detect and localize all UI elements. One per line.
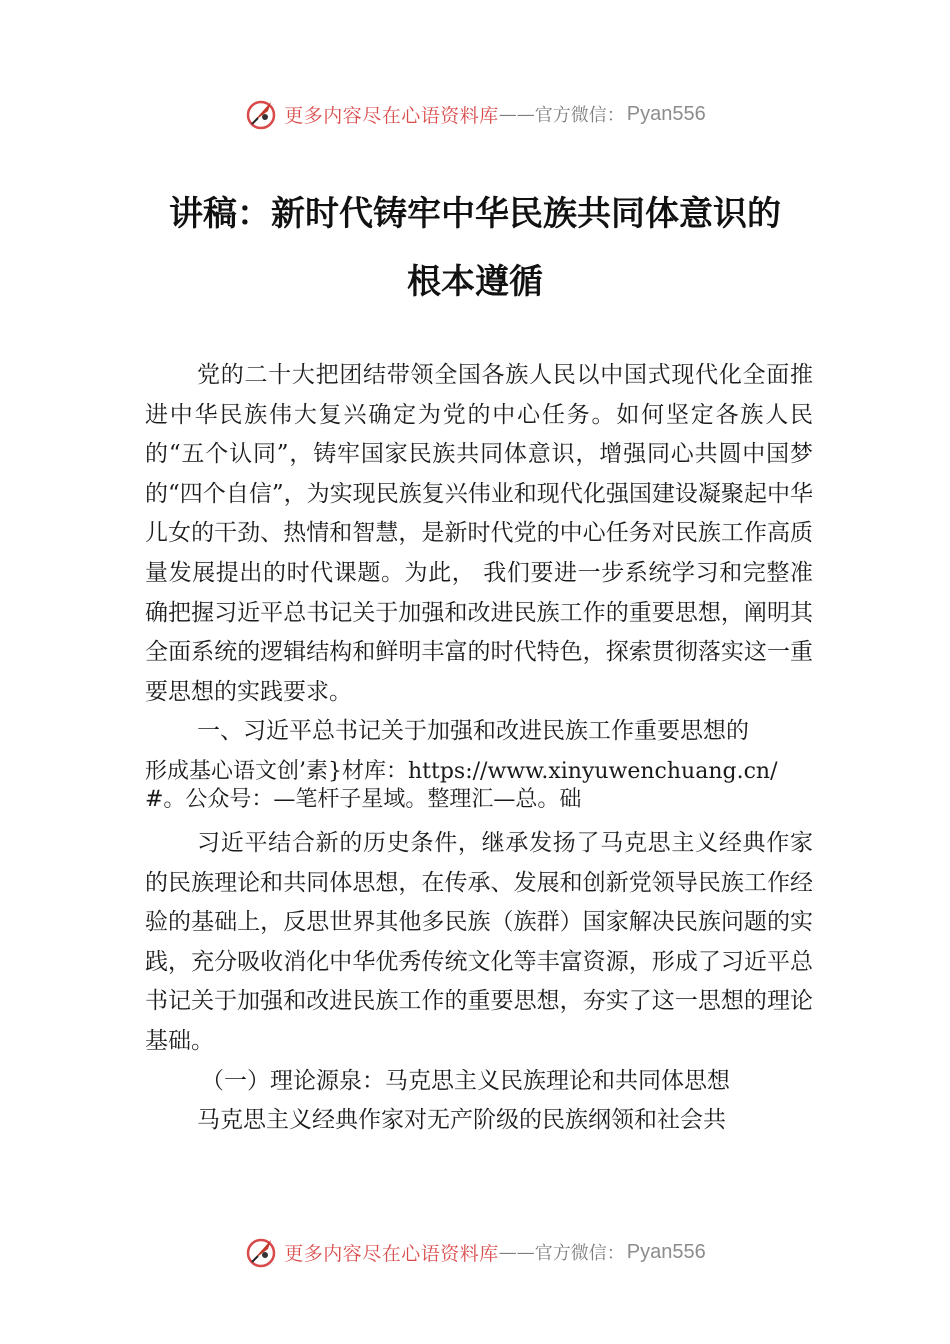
source-note: 形成基心语文创’素}材库：https://www.xinyuwenchuang.cn/#。公众号：—笔杆子星域。整理汇—总。础 [145,758,778,812]
watermark-site-text: 更多内容尽在心语资料库 [284,104,499,127]
watermark-wechat-id: Pyan556 [626,102,706,125]
watermark-wechat-label: 官方微信： [534,105,625,126]
paragraph-theory: 习近平结合新的历史条件，继承发扬了马克思主义经典作家的民族理论和共同体思想，在传承、发展和创新党领导民族工作经验的基础上，反思世界其他多民族（族群）国家解决民族问题的实践，充分吸收消化中华优秀传统文化等丰富资源，形成了习近平总书记关于加强和改进民族工作的重要思想，夯实了这一思想的理论基础。 [145,829,813,1054]
quill-logo-icon [244,97,278,131]
paragraph-marxism: 马克思主义经典作家对无产阶级的民族纲领和社会共 [197,1107,726,1134]
document-title-line1: 讲稿：新时代铸牢中华民族共同体意识的 [169,194,781,234]
document-body [145,356,813,1141]
watermark-separator: —— [498,1241,535,1263]
watermark-separator: —— [498,103,535,125]
watermark-banner-top [0,94,950,134]
watermark-banner-bottom [0,1232,950,1272]
quill-logo-icon [244,1235,278,1269]
subsection-heading-1: （一）理论源泉：马克思主义民族理论和共同体思想 [201,1067,730,1094]
watermark-wechat-label: 官方微信： [534,1243,625,1264]
document-title-line2: 根本遵循 [407,262,543,302]
watermark-site-text: 更多内容尽在心语资料库 [284,1242,499,1265]
watermark-wechat-id: Pyan556 [626,1240,706,1263]
paragraph-intro: 党的二十大把团结带领全国各族人民以中国式现代化全面推进中华民族伟大复兴确定为党的中心任务。如何坚定各族人民的“五个认同”，铸牢国家民族共同体意识，增强同心共圆中国梦的“四个自信”，为实现民族复兴伟业和现代化强国建设凝聚起中华儿女的干劲、热情和智慧，是新时代党的中心任务对民族工作高质量发展提出的时代课题。为此， 我们要进一步系统学习和完整准确把握习近平总书记关于加强和改进民族工作的重要思想，阐明其全面系统的逻辑结构和鲜明丰富的时代特色，探索贯彻落实这一重要思想的实践要求。 [145,362,813,705]
section-heading-1: 一、习近平总书记关于加强和改进民族工作重要思想的 [197,718,749,745]
